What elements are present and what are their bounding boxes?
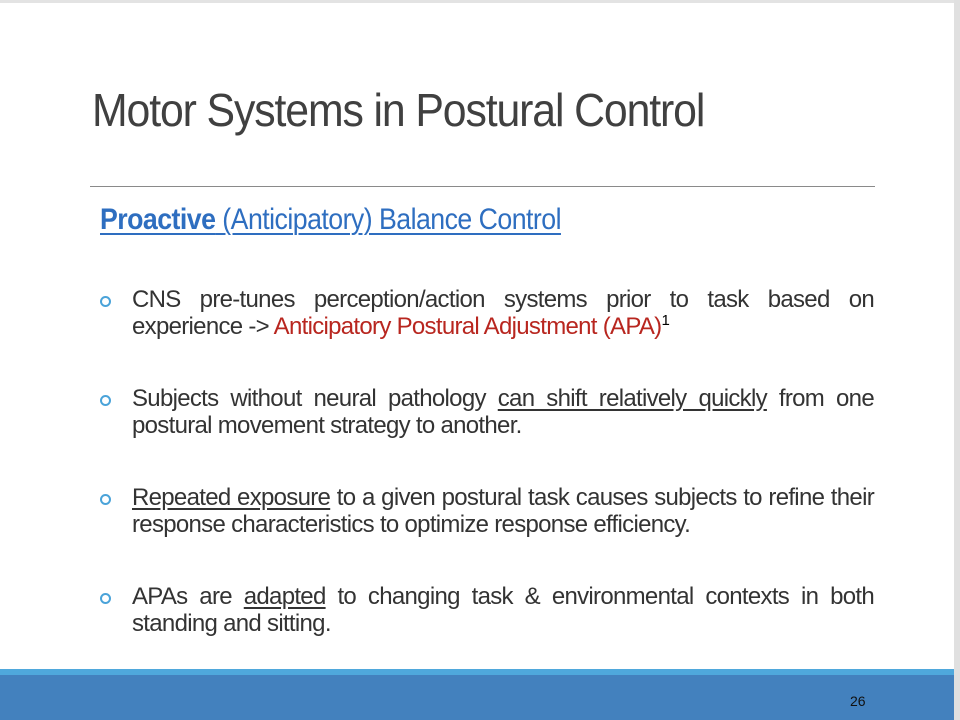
bullet-text: CNS pre-tunes perception/action systems prior to task based on experience -> Anticipatory Postural Adjustment (APA)$^1$ — [132, 286, 874, 340]
bullet-item — [100, 286, 874, 340]
hollow-circle-icon — [100, 395, 111, 406]
subtitle-rest: (Anticipatory) Balance Control — [215, 203, 561, 236]
bullet-item — [100, 484, 874, 538]
subtitle-bold: Proactive — [100, 203, 216, 236]
apa-term: Anticipatory Postural Adjustment (APA) — [273, 313, 662, 340]
hollow-circle-icon — [100, 593, 111, 604]
hollow-circle-icon — [100, 296, 111, 307]
window-right-border — [954, 0, 960, 720]
bullet-text: APAs are adapted to changing task & environmental contexts in both standing and sitting. — [132, 583, 875, 637]
page-number: 26 — [850, 693, 866, 709]
hollow-circle-icon — [100, 494, 111, 505]
bullet-text: Subjects without neural pathology can shift relatively quickly from one postural movement strategy to another. — [132, 385, 874, 439]
underlined-phrase: adapted — [243, 583, 326, 610]
slide-subtitle — [100, 203, 561, 237]
slide — [0, 3, 954, 720]
bullet-text: Repeated exposure to a given postural task causes subjects to refine their response characteristics to optimize response efficiency. — [132, 484, 874, 538]
bullet-item — [100, 385, 874, 439]
underlined-phrase: can shift relatively quickly — [497, 385, 767, 412]
footnote-ref: 1 — [661, 312, 670, 329]
slide-title: Motor Systems in Postural Control — [92, 84, 705, 136]
bullet-list — [100, 286, 874, 637]
underlined-phrase: Repeated exposure — [132, 484, 331, 511]
title-divider — [90, 186, 875, 187]
bullet-item — [100, 583, 874, 637]
footer-band — [0, 675, 954, 720]
